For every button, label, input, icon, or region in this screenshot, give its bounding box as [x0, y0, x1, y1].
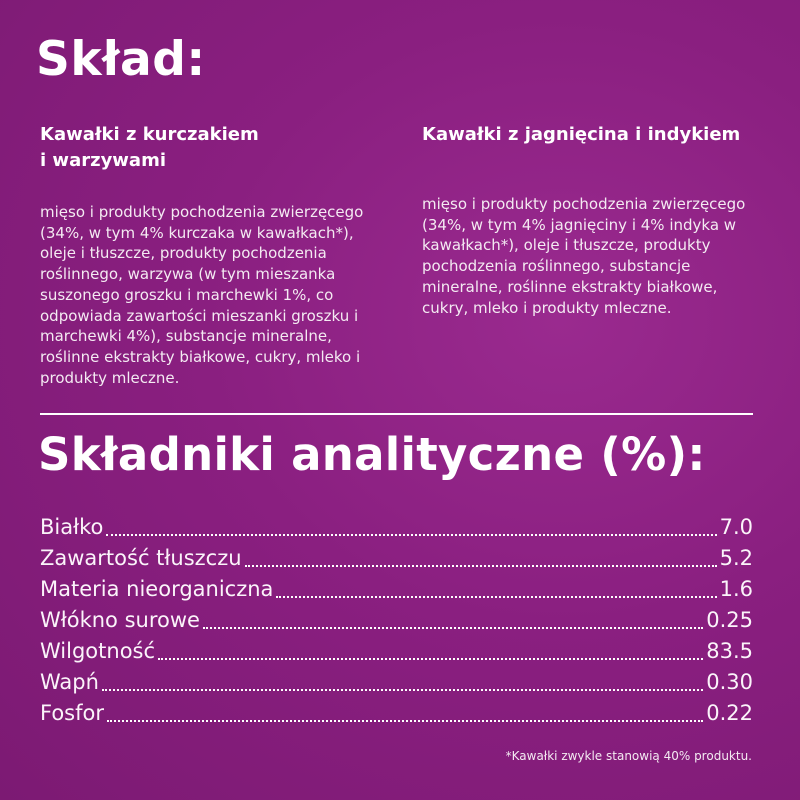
ingredients-line: roślinne ekstrakty białkowe, cukry, mleko i [40, 347, 361, 366]
analytic-name: Włókno surowe [40, 608, 200, 632]
ingredients-line: cukry, mleko i produkty mleczne. [422, 298, 672, 317]
analytic-name: Wilgotność [40, 639, 156, 663]
ingredients-line: odpowiada zawartości mieszanki groszku i [40, 306, 359, 325]
analytic-row-fibre [40, 605, 753, 636]
dot-leader [102, 689, 703, 691]
ingredients-line: mięso i produkty pochodzenia zwierzęcego [40, 203, 364, 221]
analytic-row-moisture [40, 636, 753, 667]
analytic-heading: Składniki analityczne (%): [38, 428, 706, 481]
ingredients-line: (34%, w tym 4% jagnięciny i 4% indyka w [422, 215, 737, 234]
column-title-line: Kawałki z jagnięcina i indykiem [422, 124, 741, 145]
column-ingredients [422, 194, 767, 318]
analytic-row-ash [40, 574, 753, 605]
analytic-name: Zawartość tłuszczu [40, 546, 242, 570]
dot-leader [158, 658, 703, 660]
ingredients-line: produkty mleczne. [40, 368, 180, 387]
dot-leader [276, 596, 716, 598]
analytic-row-fat [40, 543, 753, 574]
ingredients-line: mineralne, roślinne ekstrakty białkowe, [422, 277, 718, 296]
column-lamb-turkey [422, 122, 767, 317]
ingredients-line: suszonego groszku i marchewki 1%, co [40, 285, 334, 304]
analytic-name: Białko [40, 515, 104, 539]
analytic-value: 1.6 [719, 577, 753, 601]
analytic-value: 0.22 [706, 701, 753, 725]
analytic-value: 5.2 [719, 546, 753, 570]
section-divider [40, 413, 753, 415]
ingredients-line: kawałkach*), oleje i tłuszcze, produkty [422, 236, 711, 255]
analytic-value: 7.0 [719, 515, 753, 539]
dot-leader [106, 534, 716, 536]
analytic-value: 83.5 [706, 639, 753, 663]
column-chicken [40, 122, 385, 388]
ingredients-line: pochodzenia roślinnego, substancje [422, 257, 691, 276]
ingredients-line: roślinnego, warzywa (w tym mieszanka [40, 265, 336, 284]
column-title [422, 122, 767, 148]
analytic-value: 0.30 [706, 670, 753, 694]
analytic-value: 0.25 [706, 608, 753, 632]
analytic-name: Wapń [40, 670, 99, 694]
column-title-line: Kawałki z kurczakiem [40, 124, 259, 145]
ingredients-line: marchewki 4%), substancje mineralne, [40, 327, 332, 346]
ingredients-line: mięso i produkty pochodzenia zwierzęcego [422, 195, 746, 213]
column-title-line: i warzywami [40, 150, 166, 171]
analytic-row-calcium [40, 667, 753, 698]
dot-leader [245, 565, 717, 567]
footnote: *Kawałki zwykle stanowią 40% produktu. [505, 749, 752, 763]
analytic-row-protein [40, 512, 753, 543]
composition-heading: Skład: [36, 32, 206, 87]
dot-leader [203, 627, 703, 629]
column-ingredients [40, 202, 385, 388]
analytic-name: Materia nieorganiczna [40, 577, 274, 601]
ingredients-line: oleje i tłuszcze, produkty pochodzenia [40, 244, 327, 263]
analytic-row-phosphorus [40, 698, 753, 729]
analytic-table [40, 512, 753, 729]
dot-leader [107, 720, 703, 722]
column-title [40, 122, 385, 174]
ingredients-line: (34%, w tym 4% kurczaka w kawałkach*), [40, 223, 354, 242]
analytic-name: Fosfor [40, 701, 104, 725]
